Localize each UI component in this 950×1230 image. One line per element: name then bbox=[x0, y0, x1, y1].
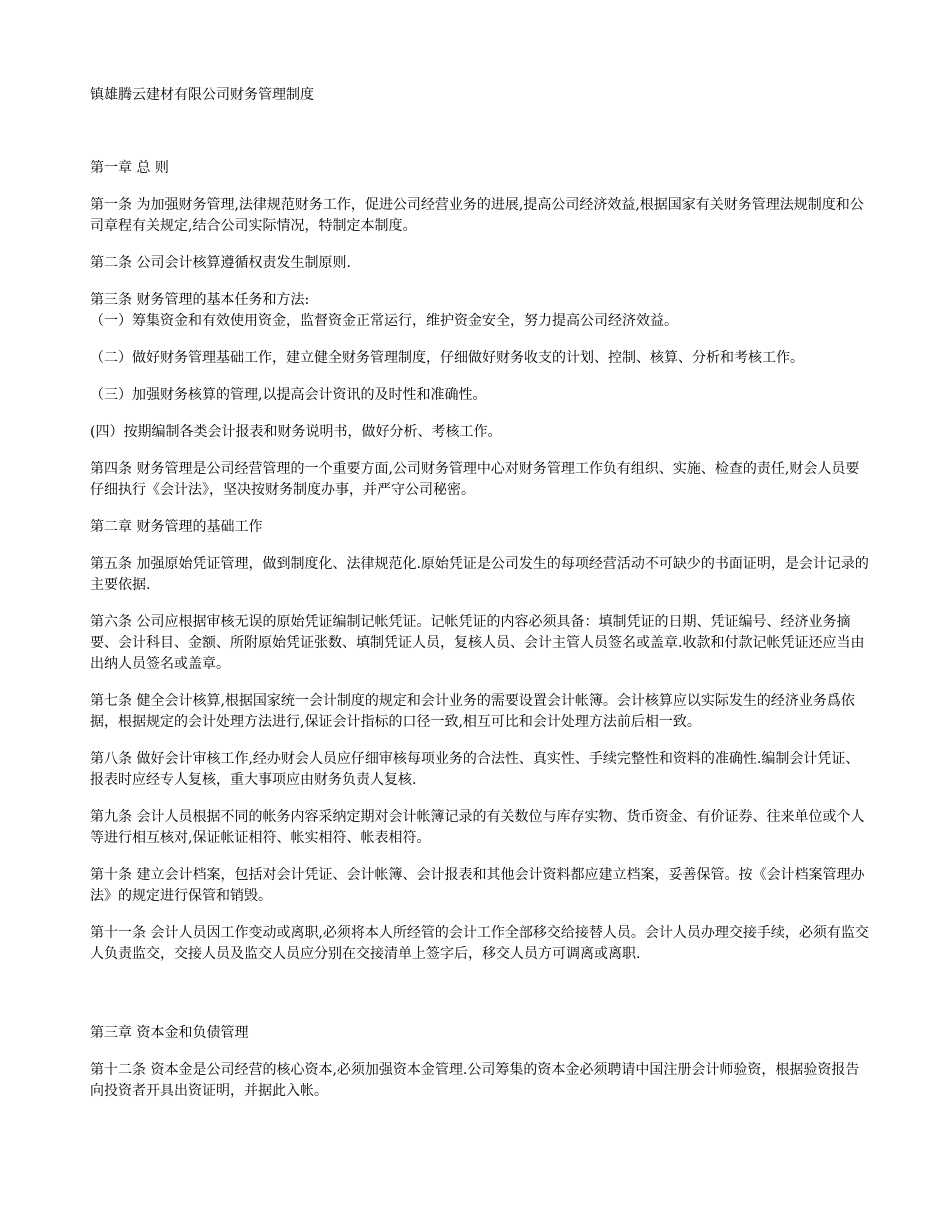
article-3: 第三条 财务管理的基本任务和方法: bbox=[90, 292, 310, 308]
article-3-item-2: （二）做好财务管理基础工作，建立健全财务管理制度，仔细做好财务收支的计划、控制、核算、分析和考核工作。 bbox=[90, 350, 804, 366]
document-title: 镇雄腾云建材有限公司财务管理制度 bbox=[90, 87, 314, 103]
article-5: 第五条 加强原始凭证管理，做到制度化、法律规范化.原始凭证是公司发生的每项经营活动不可缺少的书面证明，是会计记录的主要依据. bbox=[90, 556, 869, 593]
document-body bbox=[90, 85, 870, 1102]
chapter-heading-2: 第二章 财务管理的基础工作 bbox=[90, 519, 263, 535]
article-4: 第四条 财务管理是公司经营管理的一个重要方面,公司财务管理中心对财务管理工作负有组织、实施、检查的责任,财会人员要仔细执行《会计法》，坚决按财务制度办事，并严守公司秘密。 bbox=[90, 461, 860, 498]
article-6: 第六条 公司应根据审核无误的原始凭证编制记帐凭证。记帐凭证的内容必须具备：填制凭证的日期、凭证编号、经济业务摘要、会计科目、金额、所附原始凭证张数、填制凭证人员，复核人员、会计主管人员签名或盖章.收款和付款记帐凭证还应当由出纳人员签名或盖章。 bbox=[90, 614, 865, 672]
article-12: 第十二条 资本金是公司经营的核心资本,必须加强资本金管理.公司筹集的资本金必须聘请中国注册会计师验资，根据验资报告向投资者开具出资证明，并据此入帐。 bbox=[90, 1062, 860, 1099]
article-3-item-1: （一）筹集资金和有效使用资金，监督资金正常运行，维护资金安全，努力提高公司经济效益。 bbox=[90, 313, 678, 329]
article-3-item-3: （三）加强财务核算的管理,以提高会计资讯的及时性和准确性。 bbox=[90, 387, 487, 403]
article-9: 第九条 会计人员根据不同的帐务内容采纳定期对会计帐簿记录的有关数位与库存实物、货币资金、有价证券、往来单位或个人等进行相互核对,保证帐证相符、帐实相符、帐表相符。 bbox=[90, 809, 865, 846]
article-3-item-4: (四）按期编制各类会计报表和财务说明书，做好分析、考核工作。 bbox=[90, 424, 502, 440]
article-8: 第八条 做好会计审核工作,经办财会人员应仔细审核每项业务的合法性、真实性、手续完整性和资料的准确性.编制会计凭证、报表时应经专人复核，重大事项应由财务负责人复核. bbox=[90, 751, 860, 788]
chapter-heading-1: 第一章 总 则 bbox=[90, 160, 169, 176]
article-10: 第十条 建立会计档案，包括对会计凭证、会计帐簿、会计报表和其他会计资料都应建立档案，妥善保管。按《会计档案管理办法》的规定进行保管和销毁。 bbox=[90, 867, 865, 904]
article-2: 第二条 公司会计核算遵循权责发生制原则. bbox=[90, 255, 351, 271]
article-7: 第七条 健全会计核算,根据国家统一会计制度的规定和会计业务的需要设置会计帐簿。会计核算应以实际发生的经济业务爲依据，根据规定的会计处理方法进行,保证会计指标的口径一致,相互可比和会计处理方法前后相一致。 bbox=[90, 693, 855, 730]
chapter-heading-3: 第三章 资本金和负债管理 bbox=[90, 1025, 249, 1041]
article-11: 第十一条 会计人员因工作变动或离职,必须将本人所经管的会计工作全部移交给接替人员。会计人员办理交接手续，必须有监交人负责监交，交接人员及监交人员应分别在交接清单上签字后，移交人员方可调离或离职. bbox=[90, 925, 869, 962]
article-1: 第一条 为加强财务管理,法律规范财务工作，促进公司经营业务的进展,提高公司经济效益,根据国家有关财务管理法规制度和公司章程有关规定,结合公司实际情况，特制定本制度。 bbox=[90, 197, 864, 234]
